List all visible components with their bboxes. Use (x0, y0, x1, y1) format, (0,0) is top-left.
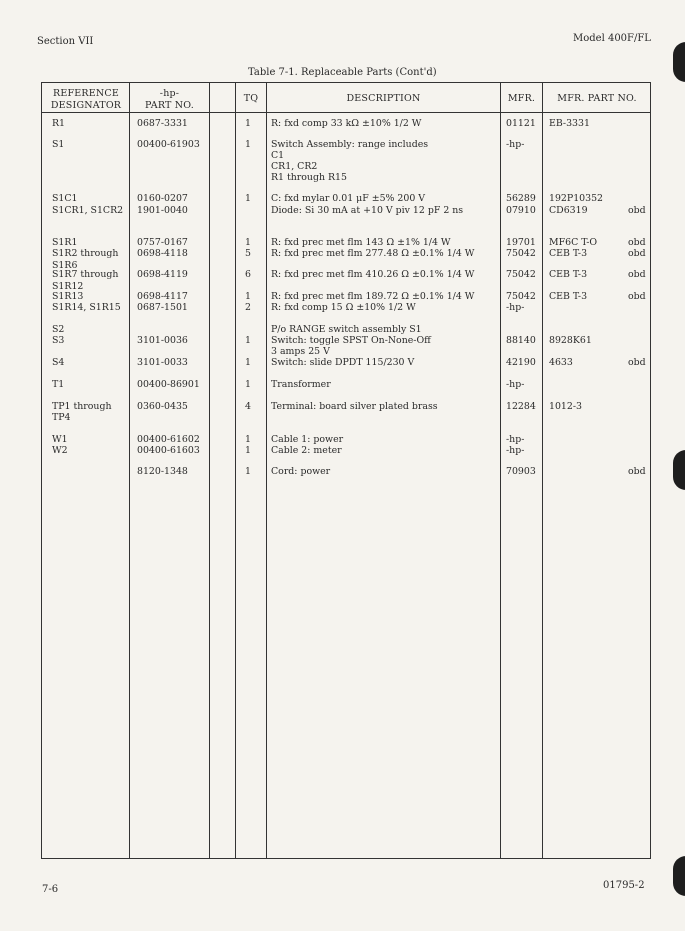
col-divider (500, 82, 501, 859)
description: Diode: Si 30 mA at +10 V piv 12 pF 2 ns (271, 205, 464, 216)
description: R: fxd comp 33 kΩ ±10% 1/2 W (271, 118, 422, 129)
manufacturer-code: 88140 (506, 335, 536, 346)
total-quantity: 4 (245, 401, 251, 412)
total-quantity: 1 (245, 379, 251, 390)
ref-designator: S1R14, S1R15 (52, 302, 121, 313)
mfr-part-number: MF6C T-O (549, 237, 598, 248)
obd-note: obd (628, 269, 646, 280)
obd-note: obd (628, 237, 646, 248)
manufacturer-code: -hp- (506, 379, 525, 390)
hp-part-number: 1901-0040 (137, 205, 188, 216)
col-divider (129, 82, 130, 859)
ref-designator: S1R2 through (52, 248, 119, 259)
obd-note: obd (628, 357, 646, 368)
col-divider (266, 82, 267, 859)
total-quantity: 1 (245, 139, 251, 150)
manufacturer-code: 01121 (506, 118, 536, 129)
col-header-description: DESCRIPTION (346, 93, 421, 104)
description: CR1, CR2 (271, 161, 318, 172)
description: R: fxd prec met flm 143 Ω ±1% 1/4 W (271, 237, 451, 248)
ref-designator: S1CR1, S1CR2 (52, 205, 124, 216)
hp-part-number: 3101-0036 (137, 335, 188, 346)
hp-part-number: 0698-4119 (137, 269, 188, 280)
obd-note: obd (628, 205, 646, 216)
description: Switch: toggle SPST On-None-Off (271, 335, 431, 346)
ref-designator: S1R6 (52, 260, 78, 271)
manufacturer-code: 07910 (506, 205, 536, 216)
col-header-ref (44, 88, 128, 112)
ref-designator: S2 (52, 324, 65, 335)
page-number: 7-6 (42, 884, 59, 895)
ref-designator: S1R13 (52, 291, 84, 302)
hp-part-number: 0360-0435 (137, 401, 188, 412)
total-quantity: 1 (245, 357, 251, 368)
mfr-part-number: 1012-3 (549, 401, 582, 412)
description: Terminal: board silver plated brass (271, 401, 438, 412)
hp-part-number: 00400-61603 (137, 445, 200, 456)
description: 3 amps 25 V (271, 346, 330, 357)
mfr-part-number: 192P10352 (549, 193, 604, 204)
col-header-part-line1: -hp- (159, 88, 180, 99)
ref-designator: S1 (52, 139, 65, 150)
ref-designator: S3 (52, 335, 65, 346)
description: R1 through R15 (271, 172, 347, 183)
manufacturer-code: -hp- (506, 445, 525, 456)
ref-designator: T1 (52, 379, 65, 390)
binder-hole (673, 42, 685, 82)
total-quantity: 1 (245, 466, 251, 477)
ref-designator: S1R1 (52, 237, 78, 248)
total-quantity: 1 (245, 291, 251, 302)
description: Cord: power (271, 466, 331, 477)
obd-note: obd (628, 466, 646, 477)
hp-part-number: 00400-61903 (137, 139, 200, 150)
manufacturer-code: -hp- (506, 434, 525, 445)
description: Cable 2: meter (271, 445, 342, 456)
manufacturer-code: 56289 (506, 193, 536, 204)
ref-designator: S1R12 (52, 281, 84, 292)
description: Cable 1: power (271, 434, 344, 445)
model-label: Model 400F/FL (573, 33, 651, 44)
total-quantity: 5 (245, 248, 251, 259)
manufacturer-code: -hp- (506, 139, 525, 150)
description: Switch Assembly: range includes (271, 139, 429, 150)
ref-designator: S4 (52, 357, 65, 368)
ref-designator: W1 (52, 434, 68, 445)
section-label: Section VII (37, 36, 94, 47)
ref-designator: W2 (52, 445, 68, 456)
mfr-part-number: 8928K61 (549, 335, 592, 346)
mfr-part-number: CEB T-3 (549, 248, 588, 259)
col-divider (542, 82, 543, 859)
col-header-part-line2: PART NO. (145, 100, 194, 111)
mfr-part-number: CEB T-3 (549, 291, 588, 302)
manufacturer-code: 42190 (506, 357, 536, 368)
table-title: Table 7-1. Replaceable Parts (Cont'd) (248, 67, 437, 78)
description: R: fxd prec met flm 277.48 Ω ±0.1% 1/4 W (271, 248, 475, 259)
manufacturer-code: 75042 (506, 291, 536, 302)
total-quantity: 1 (245, 237, 251, 248)
manufacturer-code: -hp- (506, 302, 525, 313)
total-quantity: 1 (245, 118, 251, 129)
header-divider (41, 112, 651, 113)
manufacturer-code: 19701 (506, 237, 536, 248)
binder-hole (673, 856, 685, 896)
description: P/o RANGE switch assembly S1 (271, 324, 422, 335)
manufacturer-code: 75042 (506, 248, 536, 259)
ref-designator: R1 (52, 118, 66, 129)
hp-part-number: 0687-3331 (137, 118, 188, 129)
total-quantity: 6 (245, 269, 251, 280)
col-header-tq: TQ (243, 93, 259, 104)
mfr-part-number: CD6319 (549, 205, 588, 216)
description: Switch: slide DPDT 115/230 V (271, 357, 415, 368)
hp-part-number: 00400-61602 (137, 434, 200, 445)
manufacturer-code: 70903 (506, 466, 536, 477)
description: R: fxd prec met flm 410.26 Ω ±0.1% 1/4 W (271, 269, 475, 280)
mfr-part-number: CEB T-3 (549, 269, 588, 280)
ref-designator: TP4 (52, 412, 71, 423)
col-header-part (130, 88, 209, 112)
total-quantity: 1 (245, 335, 251, 346)
description: C1 (271, 150, 285, 161)
ref-designator: S1C1 (52, 193, 78, 204)
obd-note: obd (628, 291, 646, 302)
hp-part-number: 0687-1501 (137, 302, 188, 313)
hp-part-number: 8120-1348 (137, 466, 188, 477)
hp-part-number: 3101-0033 (137, 357, 188, 368)
description: C: fxd mylar 0.01 μF ±5% 200 V (271, 193, 426, 204)
description: R: fxd comp 15 Ω ±10% 1/2 W (271, 302, 416, 313)
hp-part-number: 00400-86901 (137, 379, 200, 390)
binder-hole (673, 450, 685, 490)
document-number: 01795-2 (603, 880, 645, 891)
mfr-part-number: 4633 (549, 357, 573, 368)
total-quantity: 2 (245, 302, 251, 313)
ref-designator: TP1 through (52, 401, 112, 412)
description: R: fxd prec met flm 189.72 Ω ±0.1% 1/4 W (271, 291, 475, 302)
mfr-part-number: EB-3331 (549, 118, 590, 129)
col-header-mfr-part-no: MFR. PART NO. (557, 93, 637, 104)
manufacturer-code: 12284 (506, 401, 536, 412)
col-divider (209, 82, 210, 859)
col-header-ref-line1: REFERENCE (52, 88, 120, 99)
total-quantity: 1 (245, 193, 251, 204)
hp-part-number: 0160-0207 (137, 193, 188, 204)
col-header-mfr: MFR. (507, 93, 536, 104)
col-header-ref-line2: DESIGNATOR (50, 100, 122, 111)
hp-part-number: 0698-4118 (137, 248, 188, 259)
total-quantity: 1 (245, 434, 251, 445)
description: Transformer (271, 379, 331, 390)
total-quantity: 1 (245, 445, 251, 456)
hp-part-number: 0757-0167 (137, 237, 188, 248)
hp-part-number: 0698-4117 (137, 291, 188, 302)
obd-note: obd (628, 248, 646, 259)
ref-designator: S1R7 through (52, 269, 119, 280)
manufacturer-code: 75042 (506, 269, 536, 280)
